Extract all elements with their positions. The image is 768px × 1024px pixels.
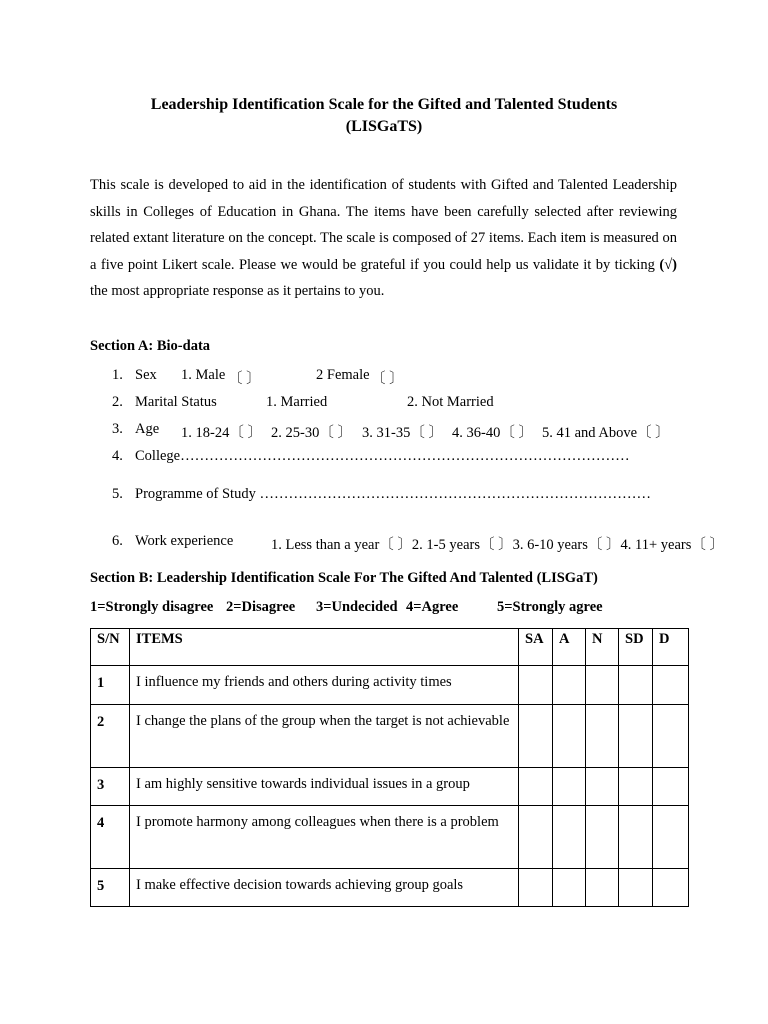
row-item-label: I change the plans of the group when the target is not achievable	[136, 713, 510, 729]
row-item-label: I am highly sensitive towards individual issues in a group	[136, 776, 470, 792]
title-line-1: Leadership Identification Scale for the Gifted and Talented Students	[150, 96, 618, 113]
rating-cell-d[interactable]	[653, 869, 689, 907]
bio-work-num: 6.	[112, 533, 123, 549]
legend-agree: 4=Agree	[406, 599, 459, 615]
legend-strongly-agree: 5=Strongly agree	[497, 599, 603, 615]
rating-cell-sd[interactable]	[619, 806, 653, 869]
table-header-row	[91, 629, 689, 666]
age-option-41-above[interactable]: 5. 41 and Above〔 〕	[542, 425, 670, 441]
bio-work-label: Work experience	[135, 533, 234, 549]
bio-sex-label: Sex	[135, 367, 157, 383]
header-sn: S/N	[91, 629, 130, 666]
rating-cell-d[interactable]	[653, 705, 689, 768]
rating-cell-sd[interactable]	[619, 666, 653, 705]
legend-strongly-disagree: 1=Strongly disagree	[90, 599, 214, 615]
table-row	[91, 666, 689, 705]
age-option-36-40[interactable]: 4. 36-40〔 〕	[452, 425, 533, 441]
row-item-label: I make effective decision towards achieving group goals	[136, 877, 464, 893]
header-sa: SA	[519, 629, 553, 666]
legend-disagree: 2=Disagree	[226, 599, 296, 615]
section-b-heading: Section B: Leadership Identification Scale For The Gifted And Talented (LISGaT)	[90, 570, 598, 586]
rating-cell-sa[interactable]	[519, 806, 553, 869]
rating-cell-n[interactable]	[586, 666, 619, 705]
bio-marital-label: Marital Status	[135, 394, 217, 410]
rating-cell-n[interactable]	[586, 768, 619, 806]
rating-cell-n[interactable]	[586, 869, 619, 907]
bio-programme-num: 5.	[112, 486, 123, 502]
header-a: A	[553, 629, 586, 666]
marital-married-option[interactable]: 1. Married	[266, 394, 328, 410]
title-line-2: (LISGaTS)	[345, 118, 423, 135]
rating-cell-a[interactable]	[553, 806, 586, 869]
header-sd: SD	[619, 629, 653, 666]
sex-female-checkbox[interactable]: 〔 〕	[371, 371, 404, 387]
rating-cell-sd[interactable]	[619, 869, 653, 907]
rating-cell-n[interactable]	[586, 806, 619, 869]
legend-undecided: 3=Undecided	[316, 599, 398, 615]
section-a-heading: Section A: Bio-data	[90, 338, 211, 354]
rating-cell-sa[interactable]	[519, 768, 553, 806]
bio-college-num: 4.	[112, 448, 123, 464]
rating-cell-sd[interactable]	[619, 705, 653, 768]
college-field[interactable]: College…………………………………………………………………………………	[135, 448, 630, 464]
rating-cell-a[interactable]	[553, 705, 586, 768]
intro-tick-symbol: (√)	[659, 256, 677, 273]
sex-male-option: 1. Male	[181, 367, 226, 383]
sex-female-option: 2 Female	[316, 367, 370, 383]
items-table	[90, 628, 689, 907]
work-experience-options[interactable]: 1. Less than a year〔 〕2. 1-5 years〔 〕3. 6-10 years〔 〕4. 11+ years〔 〕	[271, 537, 725, 553]
table-row	[91, 705, 689, 768]
bio-age-num: 3.	[112, 421, 123, 437]
row-sn: 2	[91, 705, 130, 768]
age-option-31-35[interactable]: 3. 31-35〔 〕	[362, 425, 443, 441]
rating-cell-sa[interactable]	[519, 666, 553, 705]
table-row	[91, 806, 689, 869]
programme-field[interactable]: Programme of Study ………………………………………………………………………	[135, 486, 651, 502]
sex-male-checkbox[interactable]: 〔 〕	[228, 371, 261, 387]
row-sn: 5	[91, 869, 130, 907]
row-item-label: I promote harmony among colleagues when there is a problem	[136, 814, 499, 830]
intro-text-after: the most appropriate response as it pertains to you.	[90, 283, 385, 300]
row-item-text	[130, 768, 519, 806]
age-option-25-30[interactable]: 2. 25-30〔 〕	[271, 425, 352, 441]
row-item-text	[130, 705, 519, 768]
row-sn: 4	[91, 806, 130, 869]
rating-cell-d[interactable]	[653, 666, 689, 705]
rating-cell-n[interactable]	[586, 705, 619, 768]
bio-marital-num: 2.	[112, 394, 123, 410]
row-item-label: I influence my friends and others during activity times	[136, 674, 452, 690]
intro-paragraph	[90, 172, 677, 305]
rating-cell-a[interactable]	[553, 768, 586, 806]
intro-text-before: This scale is developed to aid in the identification of students with Gifted and Talented Leadership skills in Colleges of Education in Ghana. The items have been carefully selected after reviewing related extant literature on the concept. The scale is composed of 27 items. Each item is measured on a five point Likert scale. Please we would be grateful if you could help us validate it by ticking	[90, 177, 677, 273]
table-row	[91, 768, 689, 806]
table-row	[91, 869, 689, 907]
row-sn: 3	[91, 768, 130, 806]
marital-not-married-option[interactable]: 2. Not Married	[407, 394, 494, 410]
rating-cell-d[interactable]	[653, 768, 689, 806]
header-d: D	[653, 629, 689, 666]
header-n: N	[586, 629, 619, 666]
row-sn: 1	[91, 666, 130, 705]
rating-cell-sa[interactable]	[519, 705, 553, 768]
header-items: ITEMS	[130, 629, 519, 666]
document-title	[90, 94, 678, 138]
row-item-text	[130, 806, 519, 869]
rating-cell-sa[interactable]	[519, 869, 553, 907]
rating-cell-a[interactable]	[553, 666, 586, 705]
age-option-18-24[interactable]: 1. 18-24〔 〕	[181, 425, 262, 441]
rating-cell-a[interactable]	[553, 869, 586, 907]
rating-cell-sd[interactable]	[619, 768, 653, 806]
row-item-text	[130, 869, 519, 907]
row-item-text	[130, 666, 519, 705]
rating-cell-d[interactable]	[653, 806, 689, 869]
bio-sex-num: 1.	[112, 367, 123, 383]
bio-age-label: Age	[135, 421, 160, 437]
